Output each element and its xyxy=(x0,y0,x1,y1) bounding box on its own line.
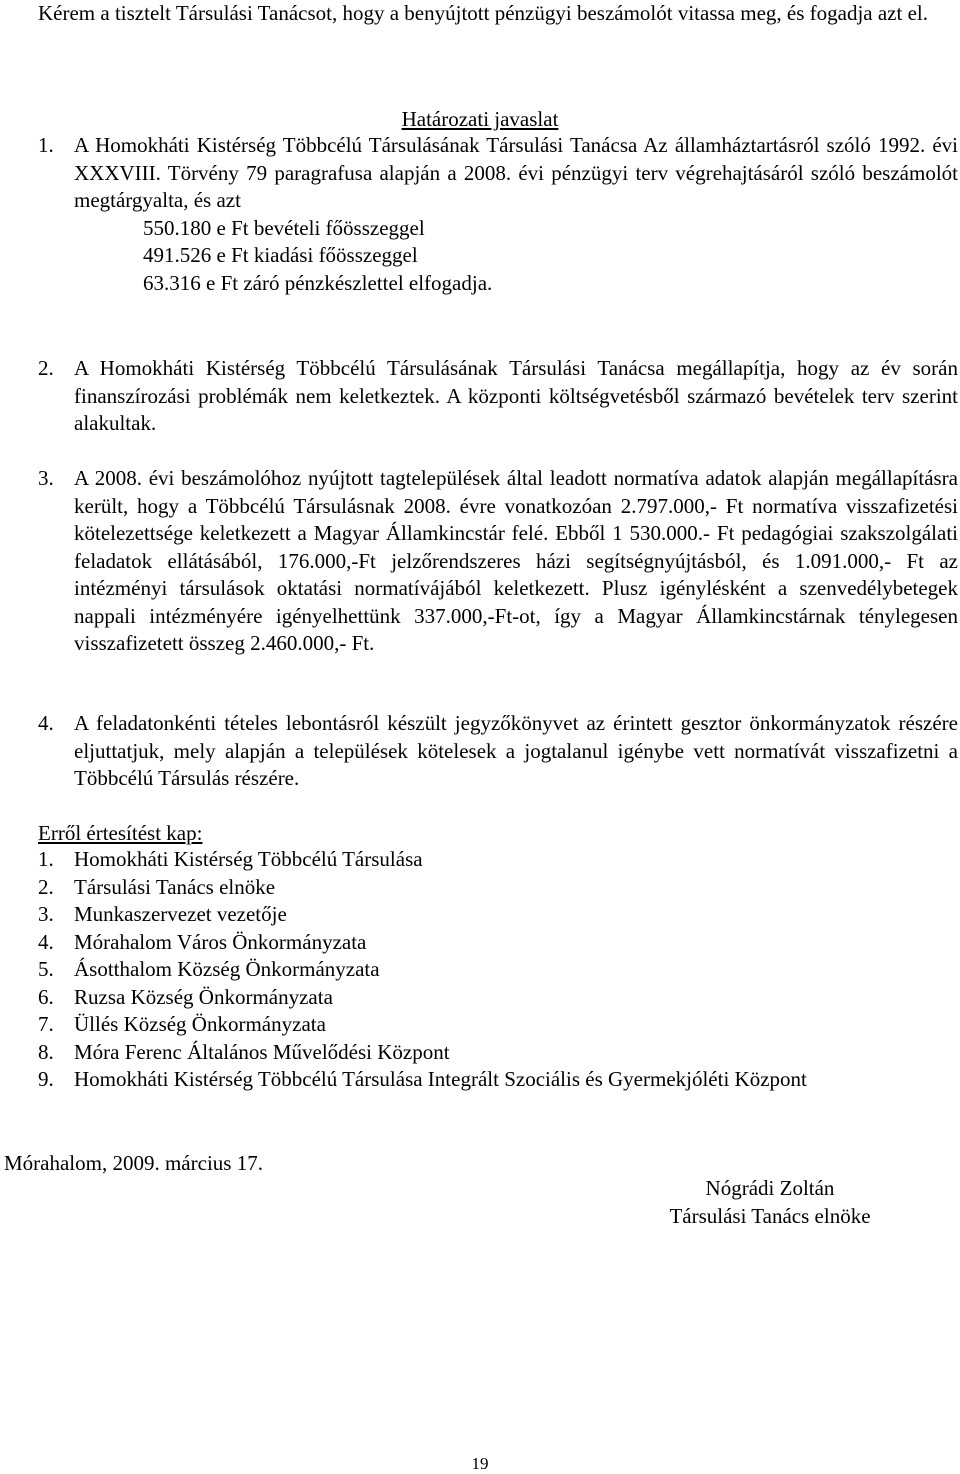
revenue-line: 550.180 e Ft bevételi főösszeggel xyxy=(143,215,425,240)
list-item xyxy=(38,1039,938,1067)
item-text: A feladatonkénti tételes lebontásról készült jegyzőkönyvet az érintett gesztor önkormányzatok részére eljuttatjuk, mely alapján a települések kötelesek a jogtalanul igénybe vett normatívát visszafizetni a Többcélú Társulás részére. xyxy=(74,711,958,790)
list-item xyxy=(38,874,938,902)
list-number: 6. xyxy=(38,984,54,1009)
item-number: 1. xyxy=(38,133,54,157)
list-number: 7. xyxy=(38,1012,54,1036)
list-item xyxy=(38,1066,938,1094)
list-text: Ruzsa Község Önkormányzata xyxy=(74,984,333,1009)
list-number: 1. xyxy=(38,847,54,871)
item-text: A Homokháti Kistérség Többcélú Társulásának Társulási Tanácsa Az államháztartásról szóló 1992. évi XXXVIII. Törvény 79 paragrafusa alapján a 2008. évi pénzügyi terv végrehajtásáról szóló beszámolót megtárgyalta, és azt xyxy=(74,133,958,212)
list-number: 8. xyxy=(38,1039,54,1064)
list-number: 3. xyxy=(38,902,54,926)
place-and-date: Mórahalom, 2009. március 17. xyxy=(4,1151,263,1175)
closing-balance-line: 63.316 e Ft záró pénzkészlettel elfogadja. xyxy=(143,270,493,295)
list-text: Móra Ferenc Általános Művelődési Központ xyxy=(74,1039,450,1064)
signatory-name: Nógrádi Zoltán xyxy=(705,1176,835,1200)
item-number: 4. xyxy=(38,711,54,735)
list-text: Társulási Tanács elnöke xyxy=(74,874,276,899)
list-item xyxy=(38,929,938,957)
page-number: 19 xyxy=(471,1454,489,1473)
resolution-item-4 xyxy=(38,710,958,793)
list-number: 2. xyxy=(38,874,54,899)
item-text: A 2008. évi beszámolóhoz nyújtott tagtelepülések által leadott normatíva adatok alapján megállapításra került, hogy a Többcélú Társulásnak 2008. évre vonatkozóan 2.797.000,- Ft normatíva visszafizetési kötelezettsége keletkezett a Magyar Államkincstár felé. Ebből 1 530.000.- Ft pedagógiai szakszolgálati feladatok ellátásából, 176.000,-Ft jelzőrendszeres házi segítségnyújtásból, és 1.091.000,- Ft az intézményi társulások oktatási normatívájából keletkezett. Plusz igénylésként a szenvedélybetegek nappali intézményére igényelhettünk 337.000,-Ft-ot, így a Magyar Államkincstárnak ténylegesen visszafizetett összeg 2.460.000,- Ft. xyxy=(74,466,958,655)
notification-title: Erről értesítést kap: xyxy=(38,821,203,845)
list-text: Mórahalom Város Önkormányzata xyxy=(74,929,367,954)
list-item xyxy=(38,956,938,984)
resolution-item-1 xyxy=(38,132,958,297)
signatory-title: Társulási Tanács elnöke xyxy=(669,1203,871,1228)
list-number: 5. xyxy=(38,957,54,981)
resolution-heading: Határozati javaslat xyxy=(401,107,559,131)
resolution-item-3 xyxy=(38,465,958,658)
expense-line: 491.526 e Ft kiadási főösszeggel xyxy=(143,243,418,267)
signature-block xyxy=(620,1175,920,1230)
list-number: 4. xyxy=(38,929,54,954)
resolution-item-2 xyxy=(38,355,958,438)
list-number: 9. xyxy=(38,1067,54,1091)
list-text: Ásotthalom Község Önkormányzata xyxy=(74,957,380,981)
list-text: Homokháti Kistérség Többcélú Társulása xyxy=(74,847,423,871)
list-item xyxy=(38,846,938,874)
item-number: 3. xyxy=(38,466,54,490)
recipient-list xyxy=(38,846,938,1094)
list-text: Üllés Község Önkormányzata xyxy=(74,1012,326,1036)
item-text: A Homokháti Kistérség Többcélú Társulásának Társulási Tanácsa megállapítja, hogy az év során finanszírozási problémák nem keletkeztek. A központi költségvetésből származó bevételek terv szerint alakultak. xyxy=(74,356,958,435)
intro-paragraph: Kérem a tisztelt Társulási Tanácsot, hogy a benyújtott pénzügyi beszámolót vitassa meg, és fogadja azt el. xyxy=(38,1,928,25)
list-item xyxy=(38,901,938,929)
item-number: 2. xyxy=(38,356,54,380)
list-item xyxy=(38,984,938,1012)
list-item xyxy=(38,1011,938,1039)
list-text: Munkaszervezet vezetője xyxy=(74,902,287,926)
list-text: Homokháti Kistérség Többcélú Társulása Integrált Szociális és Gyermekjóléti Központ xyxy=(74,1067,807,1091)
